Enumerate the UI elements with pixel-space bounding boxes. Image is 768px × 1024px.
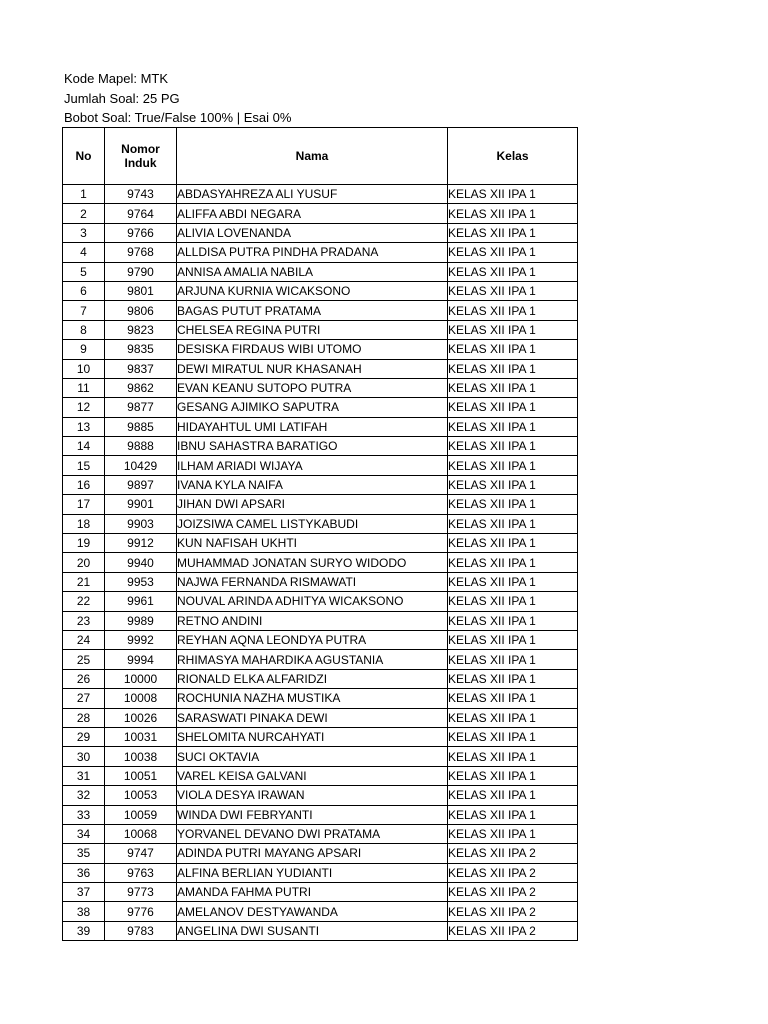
- cell-kelas: KELAS XII IPA 1: [448, 185, 578, 204]
- cell-kelas: KELAS XII IPA 1: [448, 824, 578, 843]
- cell-no: 37: [63, 883, 105, 902]
- cell-no: 28: [63, 708, 105, 727]
- cell-nama: BAGAS PUTUT PRATAMA: [177, 301, 448, 320]
- cell-no: 36: [63, 863, 105, 882]
- jumlah-soal-text: Jumlah Soal: 25 PG: [64, 90, 180, 106]
- cell-nomor-induk: 9747: [105, 844, 177, 863]
- cell-nomor-induk: 10051: [105, 766, 177, 785]
- cell-no: 34: [63, 824, 105, 843]
- column-header-nomor-line1: Nomor: [121, 142, 160, 156]
- table-row: [63, 281, 578, 300]
- cell-nomor-induk: 9764: [105, 204, 177, 223]
- cell-kelas: KELAS XII IPA 1: [448, 262, 578, 281]
- cell-nama: VIOLA DESYA IRAWAN: [177, 786, 448, 805]
- column-header-nomor-induk: [105, 128, 177, 185]
- cell-kelas: KELAS XII IPA 1: [448, 340, 578, 359]
- cell-nomor-induk: 9806: [105, 301, 177, 320]
- cell-nomor-induk: 9885: [105, 417, 177, 436]
- table-row: [63, 553, 578, 572]
- cell-nomor-induk: 10026: [105, 708, 177, 727]
- cell-nomor-induk: 9940: [105, 553, 177, 572]
- cell-no: 20: [63, 553, 105, 572]
- cell-no: 19: [63, 534, 105, 553]
- table-row: [63, 514, 578, 533]
- cell-kelas: KELAS XII IPA 1: [448, 766, 578, 785]
- cell-nomor-induk: 9989: [105, 611, 177, 630]
- cell-nomor-induk: 10059: [105, 805, 177, 824]
- cell-nama: HIDAYAHTUL UMI LATIFAH: [177, 417, 448, 436]
- cell-kelas: KELAS XII IPA 1: [448, 281, 578, 300]
- table-row: [63, 340, 578, 359]
- cell-kelas: KELAS XII IPA 1: [448, 630, 578, 649]
- table-row: [63, 708, 578, 727]
- table-row: [63, 301, 578, 320]
- student-roster-table: [62, 127, 578, 941]
- cell-kelas: KELAS XII IPA 1: [448, 417, 578, 436]
- cell-nomor-induk: 9912: [105, 534, 177, 553]
- cell-no: 5: [63, 262, 105, 281]
- column-header-nama: Nama: [177, 128, 448, 185]
- cell-nomor-induk: 9862: [105, 378, 177, 397]
- cell-nomor-induk: 9901: [105, 495, 177, 514]
- table-header-row: [63, 128, 578, 185]
- cell-nama: IBNU SAHASTRA BARATIGO: [177, 437, 448, 456]
- cell-nomor-induk: 9768: [105, 243, 177, 262]
- cell-nama: NAJWA FERNANDA RISMAWATI: [177, 572, 448, 591]
- cell-nomor-induk: 9992: [105, 630, 177, 649]
- cell-nama: DESISKA FIRDAUS WIBI UTOMO: [177, 340, 448, 359]
- cell-nomor-induk: 9776: [105, 902, 177, 921]
- cell-nomor-induk: 10000: [105, 669, 177, 688]
- cell-nama: EVAN KEANU SUTOPO PUTRA: [177, 378, 448, 397]
- cell-kelas: KELAS XII IPA 1: [448, 320, 578, 339]
- table-row: [63, 417, 578, 436]
- cell-nomor-induk: 10008: [105, 689, 177, 708]
- table-row: [63, 262, 578, 281]
- cell-kelas: KELAS XII IPA 1: [448, 553, 578, 572]
- cell-no: 10: [63, 359, 105, 378]
- table-row: [63, 669, 578, 688]
- cell-nomor-induk: 9766: [105, 223, 177, 242]
- cell-no: 4: [63, 243, 105, 262]
- cell-nama: ARJUNA KURNIA WICAKSONO: [177, 281, 448, 300]
- cell-no: 2: [63, 204, 105, 223]
- cell-kelas: KELAS XII IPA 1: [448, 592, 578, 611]
- table-row: [63, 475, 578, 494]
- cell-kelas: KELAS XII IPA 1: [448, 572, 578, 591]
- cell-nama: ABDASYAHREZA ALI YUSUF: [177, 185, 448, 204]
- cell-nama: SARASWATI PINAKA DEWI: [177, 708, 448, 727]
- column-header-kelas: Kelas: [448, 128, 578, 185]
- table-row: [63, 727, 578, 746]
- cell-no: 26: [63, 669, 105, 688]
- cell-no: 15: [63, 456, 105, 475]
- cell-nama: JOIZSIWA CAMEL LISTYKABUDI: [177, 514, 448, 533]
- cell-kelas: KELAS XII IPA 1: [448, 708, 578, 727]
- cell-kelas: KELAS XII IPA 1: [448, 805, 578, 824]
- cell-no: 24: [63, 630, 105, 649]
- cell-kelas: KELAS XII IPA 2: [448, 863, 578, 882]
- table-row: [63, 805, 578, 824]
- table-row: [63, 786, 578, 805]
- cell-no: 3: [63, 223, 105, 242]
- table-row: [63, 495, 578, 514]
- cell-no: 21: [63, 572, 105, 591]
- cell-nama: GESANG AJIMIKO SAPUTRA: [177, 398, 448, 417]
- cell-kelas: KELAS XII IPA 1: [448, 378, 578, 397]
- cell-no: 13: [63, 417, 105, 436]
- cell-nama: VAREL KEISA GALVANI: [177, 766, 448, 785]
- cell-kelas: KELAS XII IPA 1: [448, 243, 578, 262]
- cell-nama: ALLDISA PUTRA PINDHA PRADANA: [177, 243, 448, 262]
- cell-nomor-induk: 9994: [105, 650, 177, 669]
- cell-nama: NOUVAL ARINDA ADHITYA WICAKSONO: [177, 592, 448, 611]
- table-row: [63, 320, 578, 339]
- cell-nomor-induk: 10038: [105, 747, 177, 766]
- table-row: [63, 883, 578, 902]
- cell-nomor-induk: 10068: [105, 824, 177, 843]
- cell-nomor-induk: 10429: [105, 456, 177, 475]
- cell-no: 8: [63, 320, 105, 339]
- cell-nama: KUN NAFISAH UKHTI: [177, 534, 448, 553]
- cell-nama: IVANA KYLA NAIFA: [177, 475, 448, 494]
- cell-nama: SHELOMITA NURCAHYATI: [177, 727, 448, 746]
- cell-nomor-induk: 9961: [105, 592, 177, 611]
- table-row: [63, 844, 578, 863]
- table-row: [63, 747, 578, 766]
- table-row: [63, 204, 578, 223]
- cell-no: 25: [63, 650, 105, 669]
- cell-nama: REYHAN AQNA LEONDYA PUTRA: [177, 630, 448, 649]
- table-row: [63, 572, 578, 591]
- cell-no: 12: [63, 398, 105, 417]
- table-row: [63, 534, 578, 553]
- cell-nama: AMELANOV DESTYAWANDA: [177, 902, 448, 921]
- cell-no: 31: [63, 766, 105, 785]
- cell-kelas: KELAS XII IPA 1: [448, 650, 578, 669]
- cell-nomor-induk: 9823: [105, 320, 177, 339]
- cell-nomor-induk: 9888: [105, 437, 177, 456]
- cell-nomor-induk: 10053: [105, 786, 177, 805]
- cell-nama: ANGELINA DWI SUSANTI: [177, 921, 448, 940]
- kode-mapel-text: Kode Mapel: MTK: [64, 71, 169, 86]
- cell-no: 32: [63, 786, 105, 805]
- cell-nama: ALFINA BERLIAN YUDIANTI: [177, 863, 448, 882]
- cell-nomor-induk: 9877: [105, 398, 177, 417]
- table-row: [63, 398, 578, 417]
- cell-nomor-induk: 9835: [105, 340, 177, 359]
- cell-nomor-induk: 9763: [105, 863, 177, 882]
- cell-nomor-induk: 9801: [105, 281, 177, 300]
- column-header-nomor-line2: Induk: [124, 156, 157, 170]
- cell-kelas: KELAS XII IPA 1: [448, 786, 578, 805]
- cell-nama: SUCI OKTAVIA: [177, 747, 448, 766]
- cell-nama: ROCHUNIA NAZHA MUSTIKA: [177, 689, 448, 708]
- cell-kelas: KELAS XII IPA 2: [448, 921, 578, 940]
- table-row: [63, 630, 578, 649]
- table-row: [63, 611, 578, 630]
- cell-no: 6: [63, 281, 105, 300]
- cell-nomor-induk: 9903: [105, 514, 177, 533]
- cell-nama: ADINDA PUTRI MAYANG APSARI: [177, 844, 448, 863]
- cell-kelas: KELAS XII IPA 1: [448, 727, 578, 746]
- cell-no: 27: [63, 689, 105, 708]
- cell-kelas: KELAS XII IPA 1: [448, 301, 578, 320]
- cell-nomor-induk: 10031: [105, 727, 177, 746]
- table-row: [63, 437, 578, 456]
- cell-nama: RETNO ANDINI: [177, 611, 448, 630]
- table-row: [63, 650, 578, 669]
- cell-no: 23: [63, 611, 105, 630]
- cell-nama: ILHAM ARIADI WIJAYA: [177, 456, 448, 475]
- table-row: [63, 592, 578, 611]
- table-row: [63, 689, 578, 708]
- cell-kelas: KELAS XII IPA 1: [448, 398, 578, 417]
- cell-no: 22: [63, 592, 105, 611]
- cell-kelas: KELAS XII IPA 2: [448, 844, 578, 863]
- cell-kelas: KELAS XII IPA 2: [448, 902, 578, 921]
- table-row: [63, 243, 578, 262]
- cell-nama: ALIVIA LOVENANDA: [177, 223, 448, 242]
- cell-nama: WINDA DWI FEBRYANTI: [177, 805, 448, 824]
- table-row: [63, 824, 578, 843]
- cell-nama: CHELSEA REGINA PUTRI: [177, 320, 448, 339]
- cell-no: 9: [63, 340, 105, 359]
- cell-nama: DEWI MIRATUL NUR KHASANAH: [177, 359, 448, 378]
- cell-nomor-induk: 9897: [105, 475, 177, 494]
- cell-nama: AMANDA FAHMA PUTRI: [177, 883, 448, 902]
- column-header-no: No: [63, 128, 105, 185]
- cell-kelas: KELAS XII IPA 2: [448, 883, 578, 902]
- cell-nomor-induk: 9953: [105, 572, 177, 591]
- table-row: [63, 456, 578, 475]
- cell-no: 38: [63, 902, 105, 921]
- bobot-soal-text: Bobot Soal: True/False 100% | Esai 0%: [64, 110, 292, 125]
- cell-no: 1: [63, 185, 105, 204]
- cell-no: 39: [63, 921, 105, 940]
- cell-nomor-induk: 9790: [105, 262, 177, 281]
- cell-kelas: KELAS XII IPA 1: [448, 534, 578, 553]
- cell-no: 17: [63, 495, 105, 514]
- cell-nama: ANNISA AMALIA NABILA: [177, 262, 448, 281]
- cell-no: 33: [63, 805, 105, 824]
- cell-nomor-induk: 9743: [105, 185, 177, 204]
- cell-nama: RIONALD ELKA ALFARIDZI: [177, 669, 448, 688]
- cell-nama: ALIFFA ABDI NEGARA: [177, 204, 448, 223]
- cell-nomor-induk: 9783: [105, 921, 177, 940]
- cell-no: 11: [63, 378, 105, 397]
- cell-no: 35: [63, 844, 105, 863]
- cell-kelas: KELAS XII IPA 1: [448, 611, 578, 630]
- cell-kelas: KELAS XII IPA 1: [448, 456, 578, 475]
- table-row: [63, 863, 578, 882]
- cell-no: 29: [63, 727, 105, 746]
- cell-nama: JIHAN DWI APSARI: [177, 495, 448, 514]
- cell-kelas: KELAS XII IPA 1: [448, 359, 578, 378]
- table-body: [63, 185, 578, 941]
- cell-nomor-induk: 9773: [105, 883, 177, 902]
- table-row: [63, 359, 578, 378]
- table-row: [63, 902, 578, 921]
- table-row: [63, 921, 578, 940]
- document-header: [64, 69, 291, 128]
- cell-kelas: KELAS XII IPA 1: [448, 514, 578, 533]
- cell-no: 14: [63, 437, 105, 456]
- cell-nama: RHIMASYA MAHARDIKA AGUSTANIA: [177, 650, 448, 669]
- cell-nama: MUHAMMAD JONATAN SURYO WIDODO: [177, 553, 448, 572]
- cell-no: 18: [63, 514, 105, 533]
- cell-no: 7: [63, 301, 105, 320]
- cell-kelas: KELAS XII IPA 1: [448, 223, 578, 242]
- cell-kelas: KELAS XII IPA 1: [448, 747, 578, 766]
- table-row: [63, 185, 578, 204]
- table-row: [63, 223, 578, 242]
- cell-kelas: KELAS XII IPA 1: [448, 475, 578, 494]
- table-row: [63, 766, 578, 785]
- cell-nama: YORVANEL DEVANO DWI PRATAMA: [177, 824, 448, 843]
- cell-kelas: KELAS XII IPA 1: [448, 669, 578, 688]
- cell-kelas: KELAS XII IPA 1: [448, 689, 578, 708]
- cell-no: 30: [63, 747, 105, 766]
- cell-nomor-induk: 9837: [105, 359, 177, 378]
- cell-kelas: KELAS XII IPA 1: [448, 204, 578, 223]
- table-row: [63, 378, 578, 397]
- cell-no: 16: [63, 475, 105, 494]
- cell-kelas: KELAS XII IPA 1: [448, 495, 578, 514]
- cell-kelas: KELAS XII IPA 1: [448, 437, 578, 456]
